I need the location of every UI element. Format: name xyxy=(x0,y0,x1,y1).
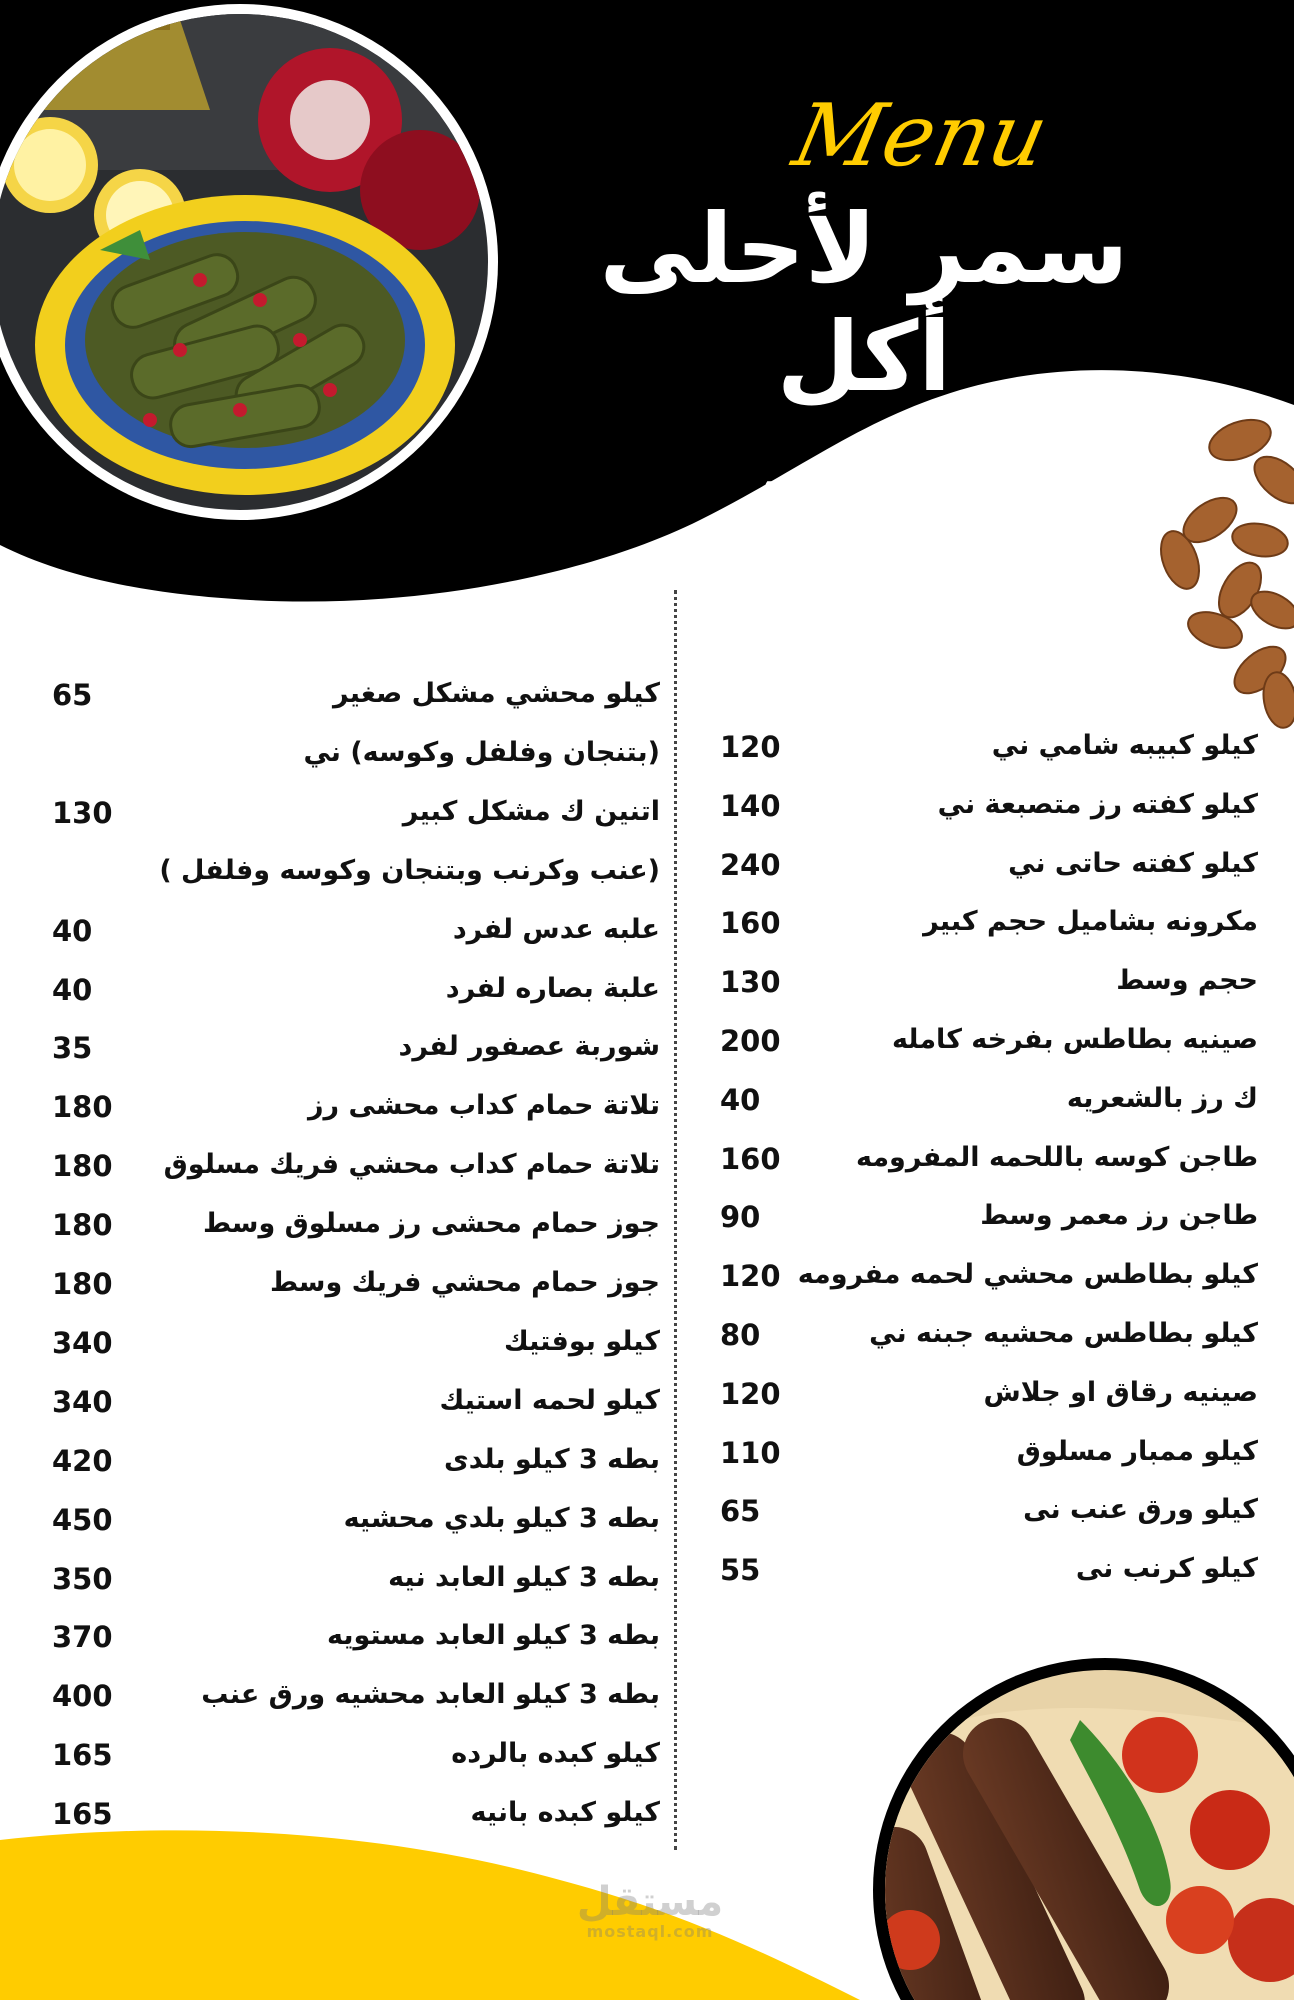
menu-item-name: (عنب وكرنب وبتنجان وكوسه وفلفل ) xyxy=(159,854,660,886)
menu-item-name: بطه 3 كيلو العابد محشيه ورق عنب xyxy=(201,1679,660,1711)
menu-item-price: 130 xyxy=(720,965,781,1000)
menu-item xyxy=(40,1797,660,1837)
menu-item-price: 40 xyxy=(52,913,93,948)
menu-item-name: (بتنجان وفلفل وكوسه) ني xyxy=(303,736,660,768)
menu-item xyxy=(700,1259,1280,1299)
menu-item-price: 130 xyxy=(52,795,113,830)
menu-item-price: 120 xyxy=(720,1376,781,1411)
menu-item-price: 35 xyxy=(52,1031,93,1066)
menu-item-name: بطه 3 كيلو العابد مستويه xyxy=(326,1620,660,1652)
title-line-2: بيتي xyxy=(758,409,970,521)
menu-item-name: حجم وسط xyxy=(1116,965,1258,997)
menu-item-name: تلاتة حمام كداب محشي فريك مسلوق xyxy=(163,1149,660,1181)
menu-item xyxy=(700,965,1280,1005)
menu-item-name: كيلو كبيبه شامي ني xyxy=(991,730,1258,761)
mostaql-watermark xyxy=(565,1880,735,1940)
menu-item-price: 140 xyxy=(720,788,781,823)
menu-item-price: 120 xyxy=(720,730,781,764)
menu-item-name: شوربة عصفور لفرد xyxy=(398,1031,660,1063)
left-menu-column xyxy=(40,678,660,1838)
menu-item xyxy=(40,796,660,836)
menu-item-name: كيلو بطاطس محشيه جبنه ني xyxy=(869,1318,1258,1349)
menu-item xyxy=(40,1326,660,1366)
menu-item-price: 340 xyxy=(52,1384,113,1419)
menu-item-name: ك رز بالشعريه xyxy=(1066,1082,1258,1114)
menu-item-price: 180 xyxy=(52,1267,113,1301)
menu-item-name: مكرونه بشاميل حجم كبير xyxy=(923,906,1258,938)
menu-item xyxy=(40,1444,660,1484)
menu-item-price: 165 xyxy=(52,1797,113,1832)
menu-item xyxy=(40,973,660,1013)
menu-item-name: صينيه بطاطس بفرخه كامله xyxy=(891,1024,1258,1055)
menu-item-name: اتنين ك مشكل كبير xyxy=(402,795,660,827)
menu-item xyxy=(40,1090,660,1130)
menu-item-name: جوز حمام محشي فريك وسط xyxy=(270,1267,660,1298)
menu-item-name: كيلو ممبار مسلوق xyxy=(1016,1435,1258,1467)
menu-item xyxy=(40,1208,660,1248)
menu-item xyxy=(700,1553,1280,1593)
menu-item-price: 340 xyxy=(52,1325,113,1360)
menu-item xyxy=(700,789,1280,829)
menu-item-name: صينيه رقاق او جلاش xyxy=(983,1376,1258,1408)
menu-item-name: بطه 3 كيلو العابد نيه xyxy=(388,1561,660,1593)
menu-item-price: 160 xyxy=(720,1141,781,1176)
menu-item-name: كيلو لحمه استيك xyxy=(439,1384,660,1416)
menu-item-name: بطه 3 كيلو بلدى xyxy=(444,1443,660,1475)
menu-item xyxy=(40,855,660,895)
restaurant-title xyxy=(544,195,1184,519)
menu-item xyxy=(40,1267,660,1307)
menu-item-price: 180 xyxy=(52,1208,113,1243)
menu-item xyxy=(40,1503,660,1543)
menu-item xyxy=(700,1200,1280,1240)
menu-item-name: بطه 3 كيلو بلدي محشيه xyxy=(343,1502,660,1534)
menu-item-name: طاجن رز معمر وسط xyxy=(980,1200,1258,1232)
watermark-arabic: مستقل xyxy=(576,1879,724,1925)
menu-item-price: 420 xyxy=(52,1443,113,1478)
menu-item xyxy=(700,1083,1280,1123)
menu-item xyxy=(40,1562,660,1602)
menu-item-price: 160 xyxy=(720,906,781,941)
menu-item-name: كيلو كفته حاتى ني xyxy=(1008,847,1258,879)
menu-item-price: 400 xyxy=(52,1679,113,1714)
menu-item-price: 40 xyxy=(720,1082,761,1117)
menu-item xyxy=(40,914,660,954)
menu-item-price: 180 xyxy=(52,1090,113,1125)
menu-item-name: تلاتة حمام كداب محشى رز xyxy=(308,1090,660,1122)
menu-item-name: طاجن كوسه باللحمه المفرومه xyxy=(855,1141,1258,1173)
menu-item xyxy=(40,1620,660,1660)
menu-item-name: كيلو بوفتيك xyxy=(503,1325,660,1357)
menu-item-price: 80 xyxy=(720,1318,761,1352)
right-menu-column xyxy=(700,730,1280,1610)
menu-item-name: كيلو كبده بالرده xyxy=(451,1738,660,1770)
menu-item xyxy=(700,730,1280,770)
menu-item xyxy=(40,737,660,777)
menu-item xyxy=(40,678,660,718)
menu-item xyxy=(700,1142,1280,1182)
menu-item-name: كيلو محشي مشكل صغير xyxy=(333,678,660,709)
menu-item xyxy=(700,1377,1280,1417)
menu-item-price: 40 xyxy=(52,972,93,1007)
menu-item xyxy=(700,1494,1280,1534)
menu-item-price: 200 xyxy=(720,1024,781,1058)
menu-item-price: 240 xyxy=(720,847,781,882)
menu-item-name: كيلو كبده بانيه xyxy=(470,1797,660,1829)
menu-item-price: 110 xyxy=(720,1435,781,1470)
kofta-kebab-photo xyxy=(851,1658,1294,2000)
menu-script-text: Menu xyxy=(785,84,1057,186)
menu-item-name: كيلو بطاطس محشي لحمه مفرومه xyxy=(797,1259,1258,1291)
menu-item xyxy=(700,848,1280,888)
menu-item xyxy=(700,1436,1280,1476)
menu-item xyxy=(700,1024,1280,1064)
menu-item-price: 65 xyxy=(52,678,93,712)
menu-item xyxy=(40,1385,660,1425)
watermark-latin: mostaql.com xyxy=(586,1922,714,1941)
menu-item-price: 180 xyxy=(52,1149,113,1184)
menu-item xyxy=(700,906,1280,946)
menu-item-name: علبه عدس لفرد xyxy=(452,913,660,945)
menu-item xyxy=(40,1679,660,1719)
menu-item xyxy=(40,1031,660,1071)
menu-item xyxy=(40,1738,660,1778)
column-divider xyxy=(674,590,677,1850)
title-line-1: سمر لأحلى أكل xyxy=(599,193,1129,413)
menu-item-price: 90 xyxy=(720,1200,761,1235)
menu-item-price: 350 xyxy=(52,1561,113,1596)
menu-item-name: كيلو ورق عنب نى xyxy=(1023,1494,1258,1526)
menu-item-price: 65 xyxy=(720,1494,761,1529)
menu-item-price: 165 xyxy=(52,1738,113,1773)
menu-item-price: 120 xyxy=(720,1259,781,1294)
menu-item-price: 370 xyxy=(52,1620,113,1655)
menu-item-name: علبة بصاره لفرد xyxy=(445,972,660,1004)
menu-item xyxy=(40,1149,660,1189)
menu-item-name: جوز حمام محشى رز مسلوق وسط xyxy=(203,1208,660,1240)
menu-item-name: كيلو كرنب نى xyxy=(1075,1553,1258,1585)
menu-item-price: 450 xyxy=(52,1502,113,1537)
menu-item-price: 55 xyxy=(720,1553,761,1588)
menu-item-name: كيلو كفته رز متصبعة ني xyxy=(937,788,1258,820)
menu-item xyxy=(700,1318,1280,1358)
